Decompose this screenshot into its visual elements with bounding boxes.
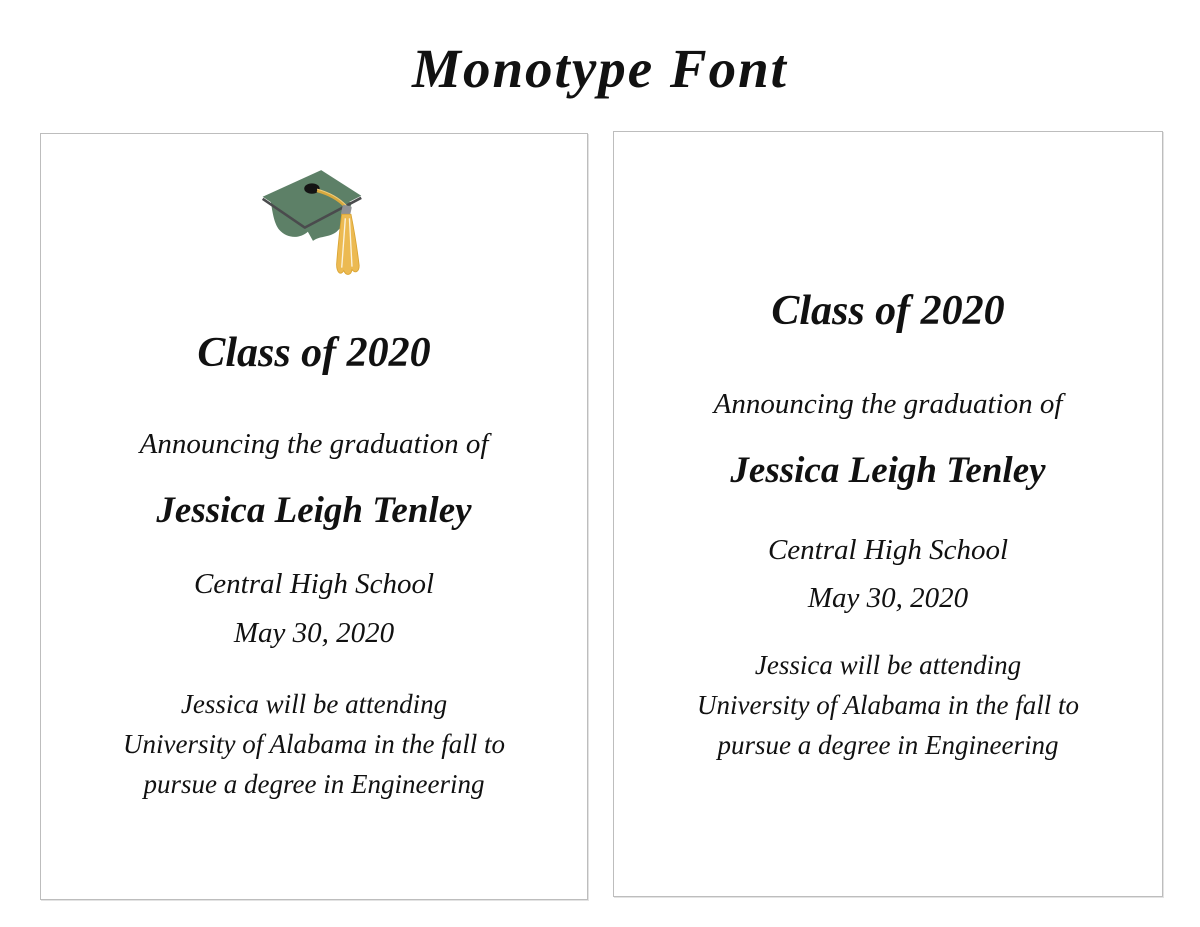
ceremony-date: May 30, 2020 [807, 582, 969, 614]
page-title: Monotype Font [412, 38, 788, 99]
attending-line: pursue a degree in Engineering [143, 769, 485, 799]
attending-line: Jessica will be attending [754, 650, 1022, 680]
graduate-name: Jessica Leigh Tenley [730, 450, 1046, 491]
class-year-heading: Class of 2020 [197, 330, 431, 376]
school-name: Central High School [193, 568, 435, 600]
announcement-card-left [40, 133, 588, 900]
graduation-cap-icon [252, 167, 376, 287]
announcement-line: Announcing the graduation of [139, 428, 489, 460]
class-year-heading: Class of 2020 [771, 288, 1005, 334]
attending-line: University of Alabama in the fall to [697, 690, 1079, 720]
announcement-card-right [613, 131, 1163, 897]
attending-line: University of Alabama in the fall to [123, 729, 505, 759]
announcement-line: Announcing the graduation of [713, 388, 1063, 420]
attending-paragraph [41, 684, 587, 804]
ceremony-date: May 30, 2020 [233, 617, 395, 649]
graduate-name: Jessica Leigh Tenley [156, 490, 472, 531]
attending-line: Jessica will be attending [180, 689, 448, 719]
attending-line: pursue a degree in Engineering [717, 730, 1059, 760]
school-name: Central High School [767, 534, 1009, 566]
attending-paragraph [614, 645, 1162, 765]
